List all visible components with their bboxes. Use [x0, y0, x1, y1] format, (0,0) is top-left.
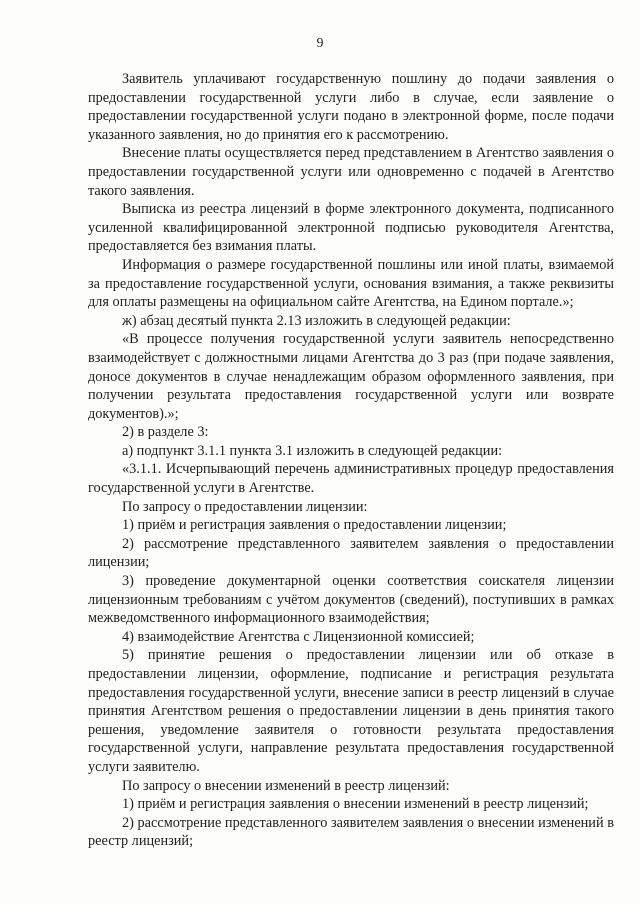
list-item-license-5: 5) принятие решения о предоставлении лицензии или об отказе в предоставлении лицензии, оформление, подписание и регистрация результата предоставления государственной услуги, внесение записи в реестр лицензий в случае принятия Агентством решения о предоставлении лицензии в день принятия такого решения, уведомление заявителя о готовности результата предоставления государственной услуги, направление результата предоставления государственной услуги заявителю.: [88, 647, 614, 775]
list-item-license-3: 3) проведение документарной оценки соответствия соискателя лицензии лицензионным требованиям с учётом документов (сведений), поступивших в рамках межведомственного информационного взаимодействия;: [88, 573, 614, 627]
paragraph-subclause-a: а) подпункт 3.1.1 пункта 3.1 изложить в следующей редакции:: [122, 442, 503, 459]
paragraph-3-1-1: «3.1.1. Исчерпывающий перечень административных процедур предоставления государственной услуги в Агентстве.: [88, 461, 614, 497]
paragraph-payment-timing: Внесение платы осуществляется перед представлением в Агентство заявления о предоставлении государственной услуги или одновременно с подачей в Агентство такого заявления.: [88, 145, 614, 199]
paragraph-registry-change-heading: По запросу о внесении изменений в реестр лицензий:: [122, 777, 450, 794]
paragraph-registry-extract: Выписка из реестра лицензий в форме электронного документа, подписанного усиленной квалифицированной электронной подписью руководителя Агентства, предоставляется без взимания платы.: [88, 201, 614, 255]
list-item-license-1: 1) приём и регистрация заявления о предоставлении лицензии;: [122, 517, 507, 534]
list-item-registry-2: 2) рассмотрение представленного заявителем заявления о внесении изменений в реестр лицензий;: [88, 814, 614, 850]
paragraph-section-3: 2) в разделе 3:: [122, 424, 209, 441]
list-item-registry-1: 1) приём и регистрация заявления о внесении изменений в реестр лицензий;: [122, 796, 589, 813]
document-body: [88, 70, 614, 851]
paragraph-license-request-heading: По запросу о предоставлении лицензии:: [122, 498, 368, 515]
list-item-license-2: 2) рассмотрение представленного заявителем заявления о предоставлении лицензии;: [88, 535, 614, 571]
paragraph-fee-payment: Заявитель уплачивают государственную пошлину до подачи заявления о предоставлении государственной услуги либо в случае, если заявление о предоставлении государственной услуги подано в электронной форме, после подачи указанного заявления, но до принятия его к рассмотрению.: [88, 71, 614, 143]
paragraph-fee-info: Информация о размере государственной пошлины или иной платы, взимаемой за предоставление государственной услуги, основания взимания, а также реквизиты для оплаты размещены на официальном сайте Агентства, на Едином портале.»;: [88, 256, 614, 311]
list-item-license-4: 4) взаимодействие Агентства с Лицензионной комиссией;: [122, 628, 475, 645]
page-number: 9: [316, 36, 324, 51]
paragraph-interaction-count: «В процессе получения государственной услуги заявитель непосредственно взаимодействует с должностными лицами Агентства до 3 раз (при подаче заявления, доносе документов в случае ненадлежащим образом оформленного заявления, при получении результата предоставления государственной услуги или возврате документов).»;: [88, 331, 614, 422]
paragraph-amendment-zh: ж) абзац десятый пункта 2.13 изложить в следующей редакции:: [122, 312, 511, 329]
